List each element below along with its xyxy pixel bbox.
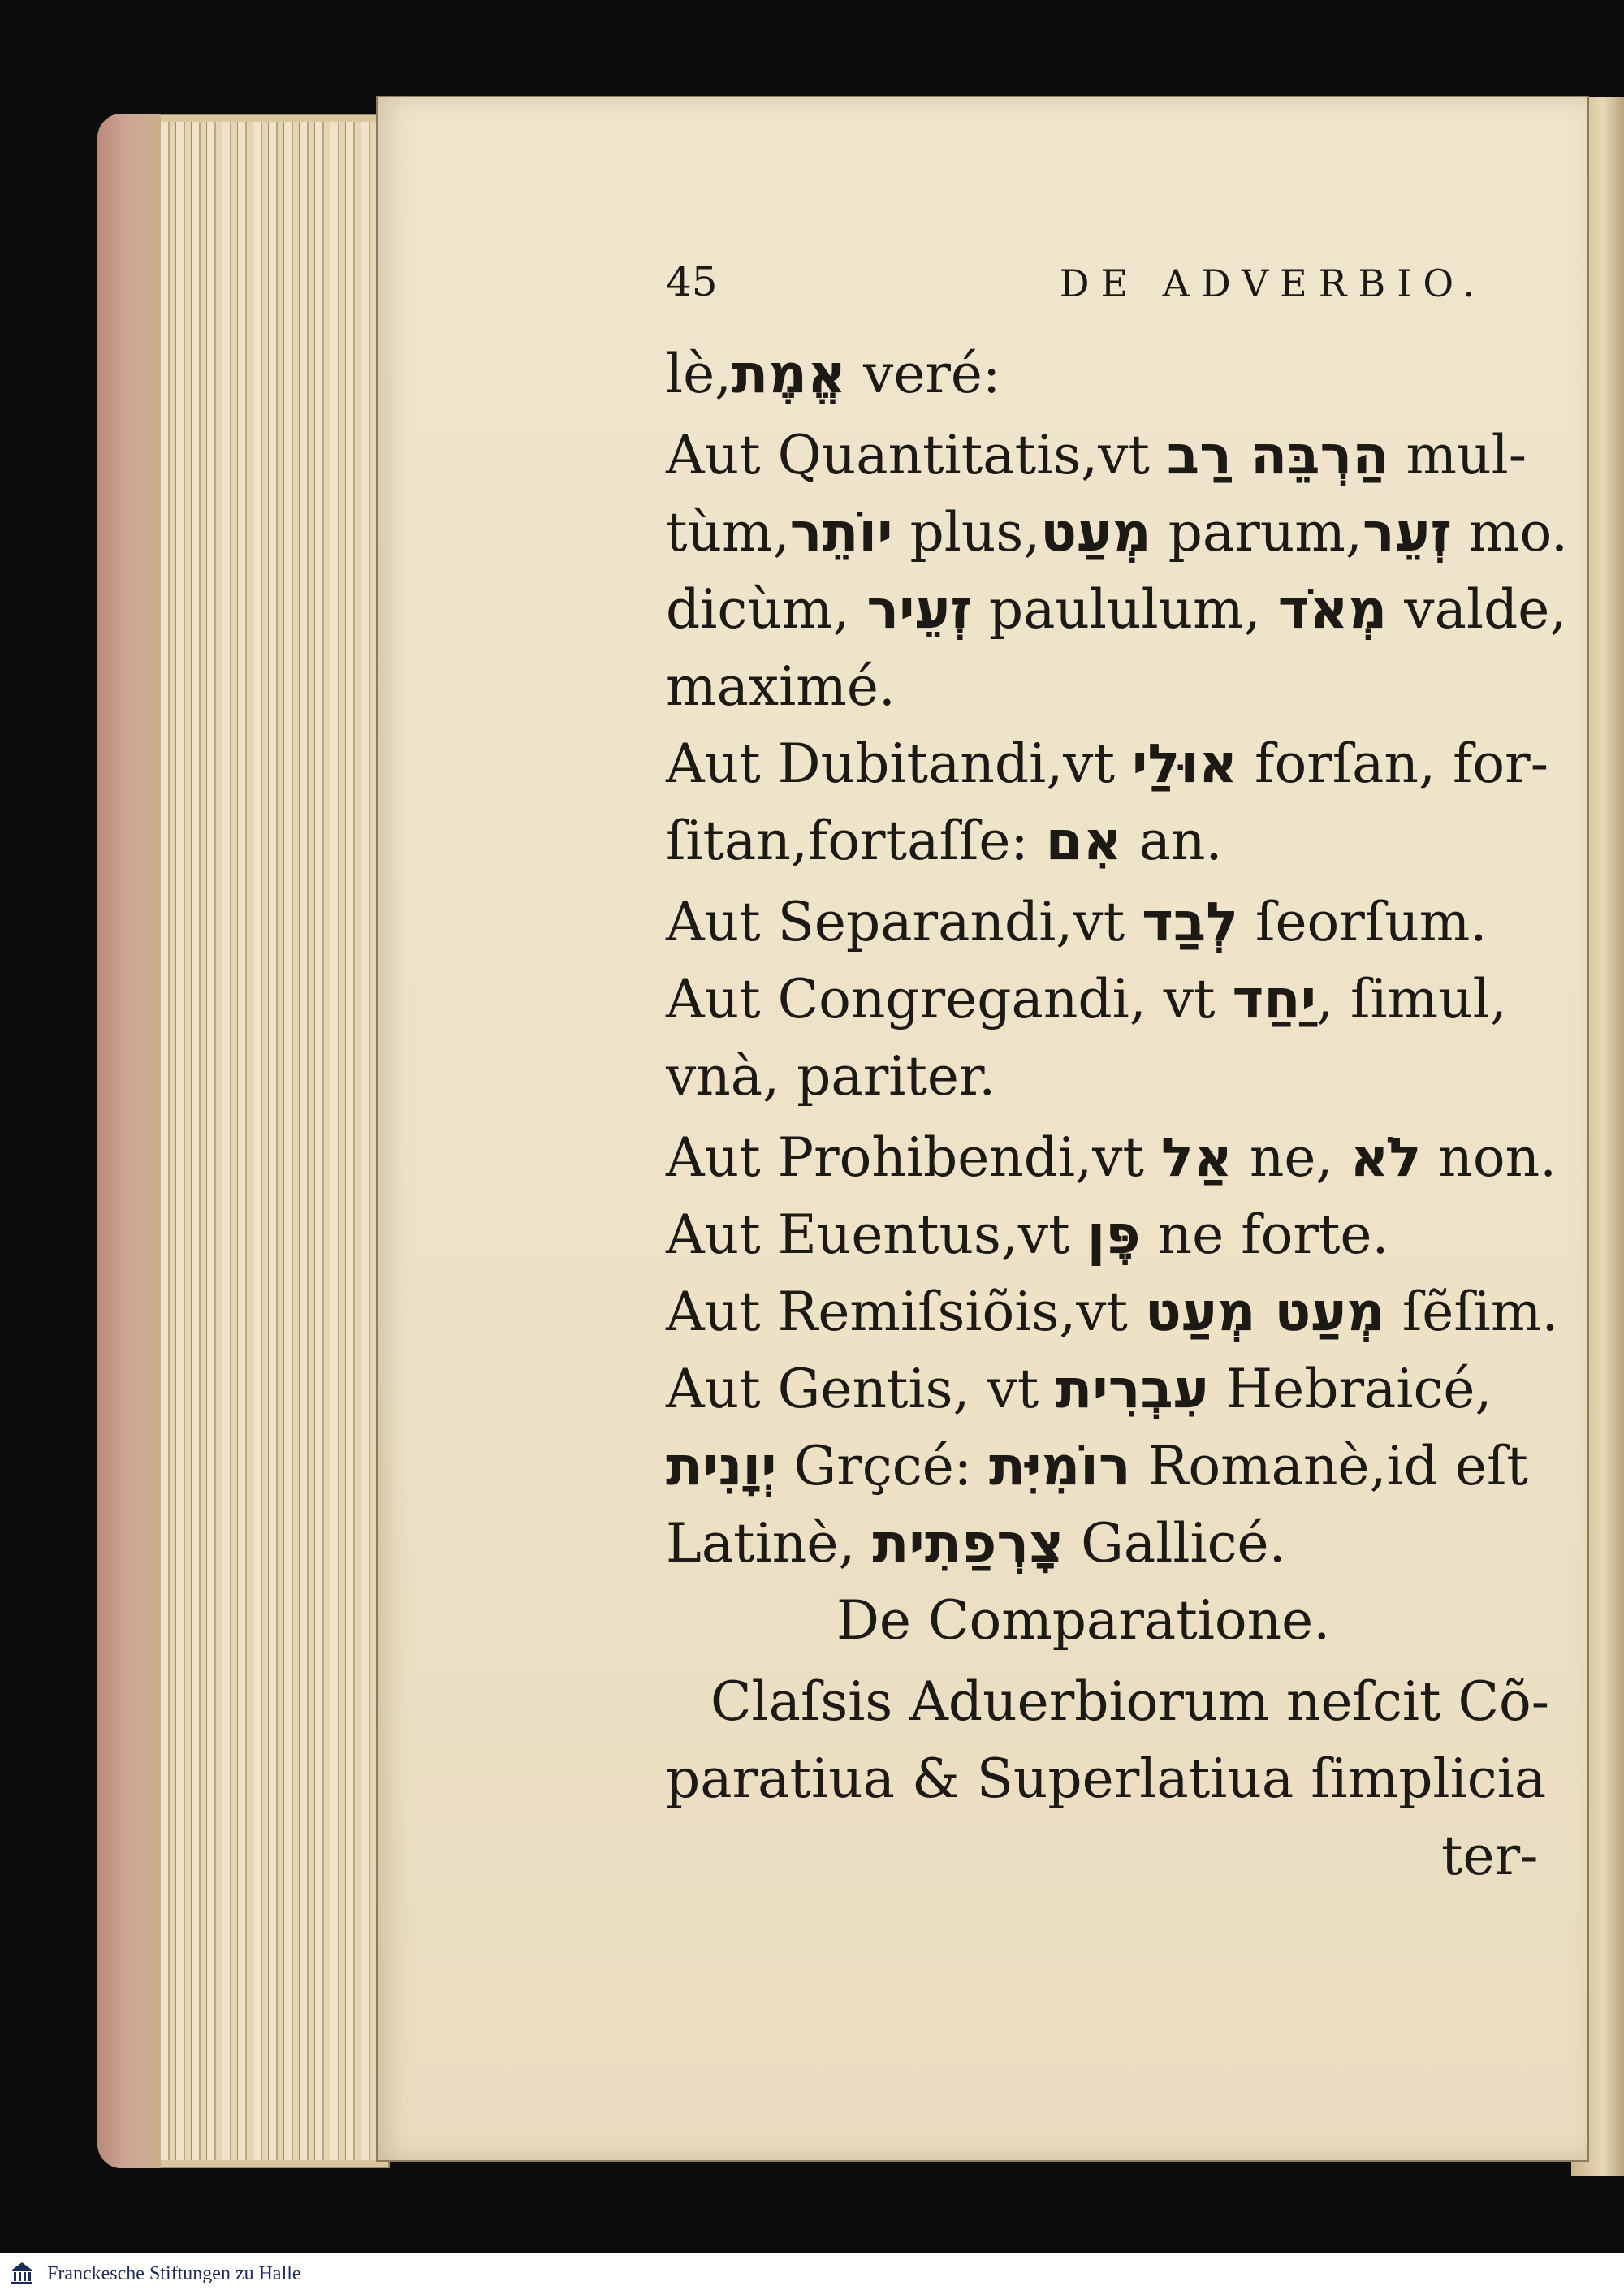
line-text: Aut Gentis, vt [666, 1358, 1056, 1420]
hebrew-word: עִבְרִית [1056, 1358, 1209, 1420]
text-line [666, 343, 1001, 405]
line-text: valde, [1387, 578, 1567, 641]
text-line [666, 810, 1223, 872]
hebrew-word: הַרְבֵּה רַב [1166, 424, 1389, 486]
line-text: dicùm, [666, 578, 867, 641]
page-number: 45 [666, 258, 718, 305]
running-head [666, 258, 1486, 307]
cover-edge [97, 114, 161, 2168]
line-text: ne, [1232, 1126, 1350, 1189]
line-text: an. [1121, 810, 1223, 872]
text-line [666, 891, 1488, 953]
hebrew-word: מְאֹד [1277, 578, 1388, 641]
line-text: Aut Congregandi, vt [666, 968, 1233, 1030]
section-heading: De Comparatione. [836, 1589, 1331, 1652]
hebrew-word: לֹא [1350, 1126, 1422, 1189]
line-text: Aut Dubitandi,vt [666, 732, 1132, 795]
hebrew-word: מְעַט מְעַט [1145, 1281, 1385, 1343]
line-text: , ſimul, [1316, 968, 1507, 1030]
line-text: Romanè,id eſt [1130, 1435, 1528, 1497]
footer-label: Franckesche Stiftungen zu Halle [47, 2263, 301, 2284]
line-text: maximé. [666, 655, 896, 718]
line-text: Hebraicé, [1208, 1358, 1492, 1420]
hebrew-word: רוֹמִיִּת [988, 1435, 1131, 1497]
hebrew-word: אֱמֶת [732, 343, 847, 405]
hebrew-word: אַל [1160, 1126, 1233, 1189]
text-line [666, 1045, 996, 1108]
text-line [666, 1435, 1528, 1497]
text-line [666, 424, 1527, 486]
hebrew-word: יַחַד [1232, 968, 1317, 1030]
hebrew-word: יְוָנִית [666, 1435, 777, 1497]
foundation-logo-icon [8, 2260, 36, 2288]
line-text: veré: [846, 343, 1001, 405]
line-text: mo. [1451, 501, 1569, 564]
line-text: non. [1421, 1126, 1557, 1189]
catchword: ter- [1441, 1825, 1539, 1887]
text-line [666, 1281, 1559, 1343]
hebrew-word: מְעַט [1040, 501, 1151, 564]
line-text: plus, [892, 501, 1041, 564]
line-text: Latinè, [666, 1512, 873, 1575]
footer-bar [0, 2253, 1624, 2294]
line-text: Aut Prohibendi,vt [666, 1126, 1161, 1189]
text-line [666, 968, 1507, 1030]
page-edges [161, 122, 390, 2160]
line-text: paululum, [971, 578, 1278, 641]
hebrew-word: יוֹתֵר [789, 501, 893, 564]
paragraph-line: paratiua & Superlatiua ſimplicia [666, 1748, 1547, 1810]
line-text: Aut Remiſsiõis,vt [666, 1281, 1146, 1343]
text-line [666, 1203, 1389, 1266]
line-text: ſeorſum. [1238, 891, 1488, 953]
text-line [666, 578, 1567, 641]
line-text: forſan, for- [1237, 732, 1548, 795]
text-line [666, 655, 896, 718]
text-line [666, 732, 1548, 795]
line-text: tùm, [666, 501, 790, 564]
line-text: Aut Quantitatis,vt [666, 424, 1167, 486]
text-line [666, 1512, 1286, 1575]
line-text: Gallicé. [1064, 1512, 1286, 1575]
hebrew-word: לְבַד [1142, 891, 1239, 953]
line-text: ſẽſim. [1384, 1281, 1559, 1343]
text-line [666, 1358, 1492, 1420]
line-text: ne forte. [1140, 1203, 1389, 1266]
text-line [666, 1126, 1557, 1189]
line-text: mul- [1389, 424, 1527, 486]
hebrew-word: אִם [1045, 810, 1122, 872]
hebrew-word: צָרְפַתִית [872, 1512, 1065, 1575]
book-fore-edge [97, 114, 390, 2168]
line-text: lè, [666, 343, 732, 405]
hebrew-word: פֶּן [1086, 1203, 1141, 1266]
line-text: Grçcé: [776, 1435, 989, 1497]
running-title: DE ADVERBIO. [1059, 261, 1486, 305]
line-text: Aut Euentus,vt [666, 1203, 1087, 1266]
text-line [666, 501, 1569, 564]
hebrew-word: אוּלַי [1131, 732, 1238, 795]
paragraph-line: Claſsis Aduerbiorum neſcit Cõ- [710, 1670, 1550, 1733]
hebrew-word: זְעֵיר [866, 578, 972, 641]
line-text: ſitan,fortaſſe: [666, 810, 1046, 872]
line-text: Aut Separandi,vt [666, 891, 1142, 953]
line-text: parum, [1151, 501, 1363, 564]
line-text: vnà, pariter. [666, 1045, 996, 1108]
hebrew-word: זְעֵר [1362, 501, 1452, 564]
